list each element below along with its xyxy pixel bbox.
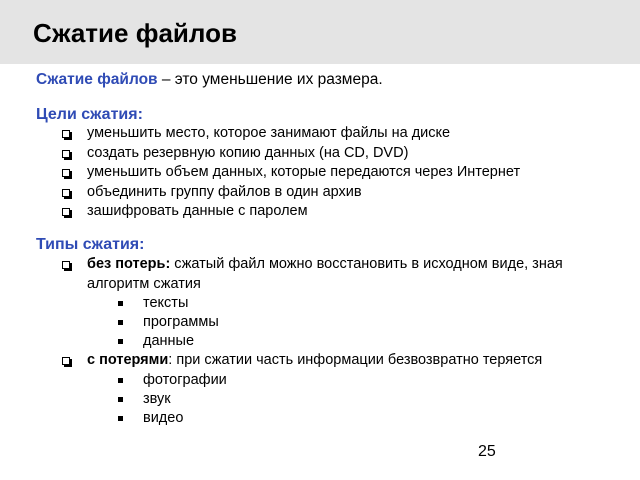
goal-item	[62, 144, 582, 164]
goal-item	[62, 202, 582, 222]
square-dot-icon	[118, 301, 123, 306]
type-lossless	[62, 255, 582, 351]
slide-title: Сжатие файлов	[33, 18, 237, 48]
goals-list	[62, 124, 582, 222]
example-item	[87, 313, 582, 332]
example-item	[87, 371, 582, 390]
lossy-examples	[87, 371, 582, 428]
lossless-text: сжатый файл можно восстановить в исходном виде, зная алгоритм сжатия	[87, 256, 563, 292]
square-dot-icon	[118, 397, 123, 402]
goal-text: объединить группу файлов в один архив	[87, 183, 362, 200]
goals-heading: Цели сжатия:	[36, 106, 143, 123]
types-heading: Типы сжатия:	[36, 236, 145, 253]
example-item	[87, 409, 582, 428]
square-bullet-icon	[62, 261, 70, 269]
square-bullet-icon	[62, 130, 70, 138]
goal-text: создать резервную копию данных (на CD, DVD)	[87, 144, 409, 161]
square-bullet-icon	[62, 169, 70, 177]
example-text: фотографии	[143, 371, 227, 388]
types-list	[62, 255, 582, 428]
square-dot-icon	[118, 416, 123, 421]
goal-text: уменьшить место, которое занимают файлы на диске	[87, 125, 451, 141]
definition-text: – это уменьшение их размера.	[157, 71, 383, 88]
example-text: тексты	[143, 295, 189, 311]
goal-item	[62, 183, 582, 203]
definition-term: Сжатие файлов	[36, 71, 158, 88]
type-lossy	[62, 351, 582, 428]
example-text: данные	[143, 333, 195, 349]
page-number: 25	[478, 443, 496, 460]
lossless-label: без потерь:	[87, 256, 171, 272]
square-bullet-icon	[62, 208, 70, 216]
goal-text: зашифровать данные с паролем	[87, 203, 308, 219]
square-dot-icon	[118, 378, 123, 383]
goal-item	[62, 124, 582, 144]
example-item	[87, 332, 582, 351]
square-dot-icon	[118, 320, 123, 325]
square-bullet-icon	[62, 189, 70, 197]
square-bullet-icon	[62, 150, 70, 158]
goal-text: уменьшить объем данных, которые передаются через Интернет	[87, 164, 521, 180]
square-bullet-icon	[62, 357, 70, 365]
square-dot-icon	[118, 339, 123, 344]
example-text: видео	[143, 409, 184, 426]
definition	[36, 70, 383, 89]
lossy-label: с потерями	[87, 352, 169, 368]
example-item	[87, 390, 582, 409]
example-item	[87, 294, 582, 313]
lossy-text: : при сжатии часть информации безвозвратно теряется	[168, 352, 543, 368]
example-text: звук	[143, 390, 171, 407]
goal-item	[62, 163, 582, 183]
lossless-examples	[87, 294, 582, 351]
example-text: программы	[143, 314, 219, 330]
